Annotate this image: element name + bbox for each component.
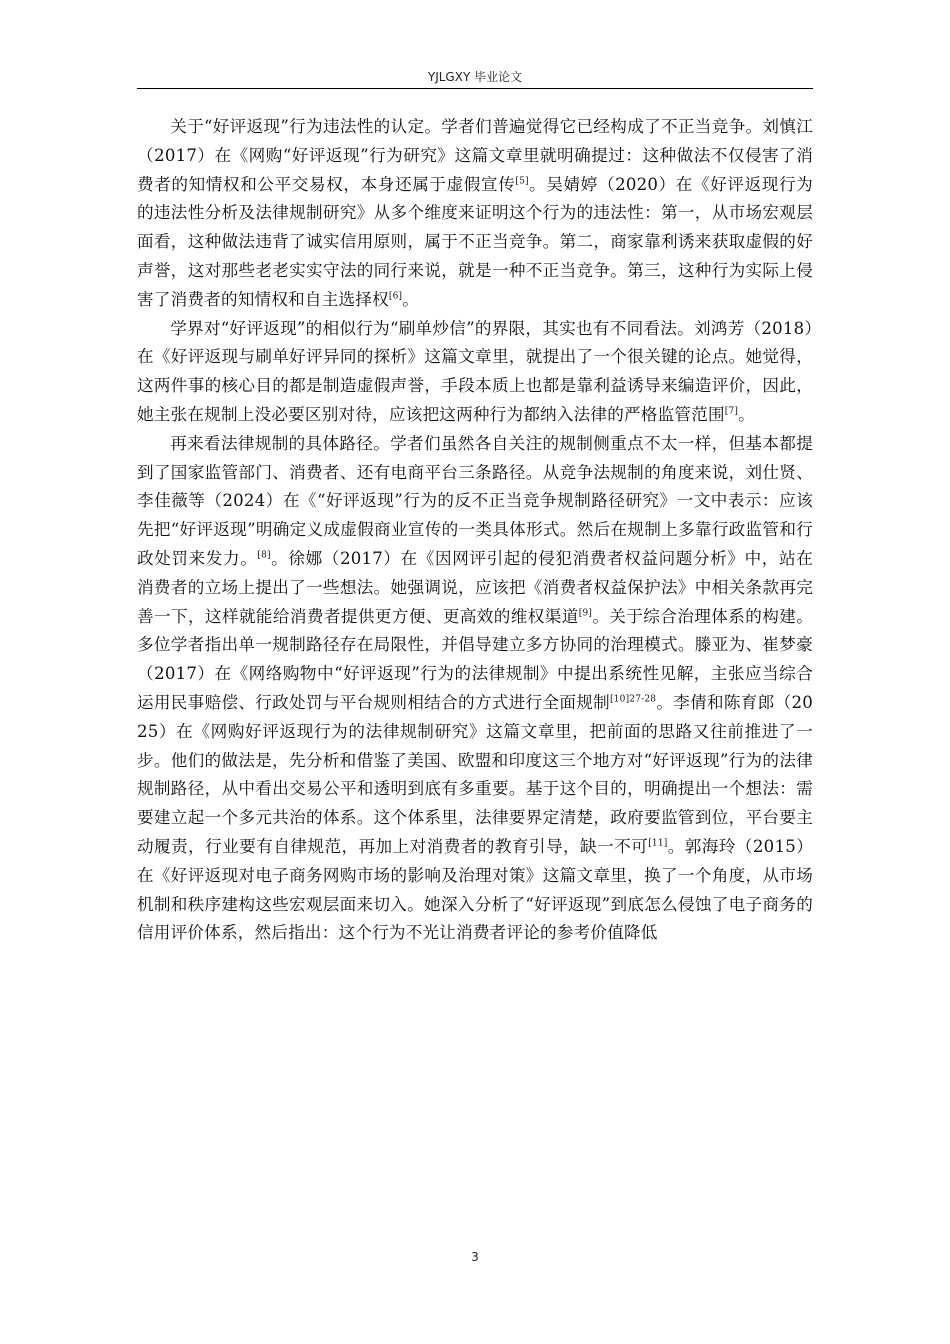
header-rule xyxy=(137,88,813,89)
citation: [9] xyxy=(578,608,593,619)
citation: [11] xyxy=(648,838,668,849)
page-header: YJLGXY 毕业论文 xyxy=(427,70,523,84)
paragraph-2 xyxy=(137,315,813,430)
text-run: 。李倩和陈育郎（2025）在《网购好评返现行为的法律规制研究》这篇文章里，把前面的思路又往前推进了一步。他们的做法是，先分析和借鉴了美国、欧盟和印度这三个地方对“好评返现”行为的法律规制路径，从中看出交易公平和透明到底有多重要。基于这个目的，明确提出一个想法：需要建立起一个多元共治的体系。这个体系里，法律要界定清楚，政府要监管到位，平台要主动履责，行业要有自律规范，再加上对消费者的教育引导，缺一不可 xyxy=(137,692,813,856)
page-number: 3 xyxy=(471,1250,479,1264)
text-run: 再来看法律规制的具体路径。学者们虽然各自关注的规制侧重点不太一样，但基本都提到了国家监管部门、消费者、还有电商平台三条路径。从竞争法规制的角度来说，刘仕贤、李佳薇等（2024）在《“好评返现”行为的反不正当竞争规制路径研究》一文中表示：应该先把“好评返现”明确定义成虚假商业宣传的一类具体形式。然后在规制上多靠行政监管和行政处罚来发力。 xyxy=(137,433,813,568)
citation: [7] xyxy=(724,406,739,417)
text-run: 。 xyxy=(402,289,420,309)
paragraph-1 xyxy=(137,113,813,315)
text-run: 。徐娜（2017）在《因网评引起的侵犯消费者权益问题分析》中，站在消费者的立场上提出了一些想法。她强调说，应该把《消费者权益保护法》中相关条款再完善一下，这样就能给消费者提供更方便、更高效的维权渠道 xyxy=(137,548,813,626)
citation: [5] xyxy=(515,176,529,187)
text-run: 。 xyxy=(738,404,755,424)
body-text xyxy=(137,113,813,948)
citation: [10]27-28 xyxy=(610,694,657,705)
text-run: 。关于综合治理体系的构建。多位学者指出单一规制路径存在局限性，并倡导建立多方协同的治理模式。滕亚为、崔梦豪（2017）在《网络购物中“好评返现”行为的法律规制》中提出系统性见解，主张应当综合运用民事赔偿、行政处罚与平台规则相结合的方式进行全面规制 xyxy=(137,606,814,712)
citation: [6] xyxy=(388,291,403,302)
text-run: 。郭海玲（2015）在《好评返现对电子商务网购市场的影响及治理对策》这篇文章里，换了一个角度，从市场机制和秩序建构这些宏观层面来切入。她深入分析了“好评返现”到底怎么侵蚀了电子商务的信用评价体系，然后指出：这个行为不光让消费者评论的参考价值降低 xyxy=(137,836,814,943)
paragraph-3 xyxy=(137,430,813,948)
text-run: 学界对“好评返现”的相似行为“刷单炒信”的界限，其实也有不同看法。刘鸿芳（2018）在《好评返现与刷单好评异同的探析》这篇文章里，就提出了一个很关键的论点。她觉得，这两件事的核心目的都是制造虚假声誉，手段本质上也都是靠利益诱导来编造评价，因此，她主张在规制上没必要区别对待，应该把这两种行为都纳入法律的严格监管范围 xyxy=(137,318,813,424)
text-run: 关于“好评返现”行为违法性的认定。学者们普遍觉得它已经构成了不正当竞争。刘慎江（2017）在《网购“好评返现”行为研究》这篇文章里就明确提过：这种做法不仅侵害了消费者的知情权和公平交易权，本身还属于虚假宣传 xyxy=(137,117,813,194)
text-run: 。吴婧婷（2020）在《好评返现行为的违法性分析及法律规制研究》从多个维度来证明这个行为的违法性：第一，从市场宏观层面看，这种做法违背了诚实信用原则，属于不正当竞争。第二，商家靠利诱来获取虚假的好声誉，这对那些老老实实守法的同行来说，就是一种不正当竞争。第三，这种行为实际上侵害了消费者的知情权和自主选择权 xyxy=(137,174,813,309)
citation: [8] xyxy=(257,550,271,561)
